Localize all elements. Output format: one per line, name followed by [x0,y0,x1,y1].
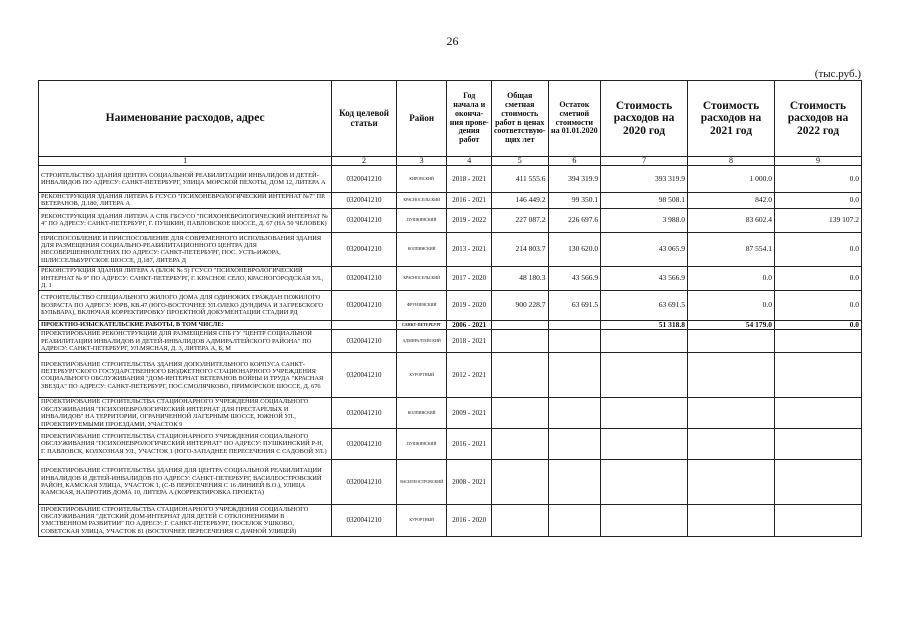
index-cell: 2 [332,157,397,166]
cell-years: 2009 - 2021 [447,398,491,428]
cell-district: КУРОРТНЫЙ [396,504,447,536]
cell-c2020 [601,330,688,353]
cell-c2020: 43 566.9 [601,266,688,290]
cell-remain [548,330,601,353]
cell-code: 0320041210 [332,290,397,320]
cell-name: ПРОЕКТНО-ИЗЫСКАТЕЛЬСКИЕ РАБОТЫ, В ТОМ ЧИСЛЕ: [39,320,332,330]
cell-c2021: 0.0 [688,290,775,320]
cell-district: ФРУНЗЕНСКИЙ [396,290,447,320]
cell-years: 2019 - 2022 [447,208,491,232]
cell-c2022 [774,330,861,353]
cell-c2021: 83 602.4 [688,208,775,232]
table-row [39,504,862,536]
cell-c2022: 0.0 [774,320,861,330]
cell-total: 411 555.6 [491,166,548,193]
cell-name: ПРОЕКТИРОВАНИЕ СТРОИТЕЛЬСТВА СТАЦИОНАРНОГО УЧРЕЖДЕНИЯ СОЦИАЛЬНОГО ОБСЛУЖИВАНИЯ "ПСИХОНЕВРОЛОГИЧЕСКИЙ ИНТЕРНАТ" ПО АДРЕСУ: ПУШКИНСКИЙ Р-Н, Г. ПАВЛОВСК, КОЛХОЗНАЯ УЛ., УЧАСТОК 1 (ЮГО-ЗАПАДНЕЕ ПЕРЕСЕЧЕНИЯ С САДОВОЙ УЛ.) [39,428,332,459]
table-row [39,266,862,290]
cell-years: 2016 - 2021 [447,193,491,209]
col-district-header: Район [396,81,447,157]
cell-c2022 [774,459,861,504]
cell-c2021 [688,398,775,428]
index-cell: 3 [396,157,447,166]
cell-c2020 [601,398,688,428]
cell-code: 0320041210 [332,330,397,353]
cell-c2020: 393 319.9 [601,166,688,193]
table-body [39,157,862,537]
cell-years: 2016 - 2021 [447,428,491,459]
cell-c2022 [774,504,861,536]
cell-total [491,330,548,353]
cell-name: ПРОЕКТИРОВАНИЕ СТРОИТЕЛЬСТВА СТАЦИОНАРНОГО УЧРЕЖДЕНИЯ СОЦИАЛЬНОГО ОБСЛУЖИВАНИЯ "ПСИХОНЕВРОЛОГИЧЕСКИЙ ИНТЕРНАТ ДЛЯ ПРЕСТАРЕЛЫХ И ИНВАЛИДОВ" НА ТЕРРИТОРИИ, ОГРАНИЧЕННОЙ ЛАГЕРНЫМ ШОССЕ, ЮЖНОЙ УЛ., ПРОЕКТИРУЕМЫМИ ПРОЕЗДАМИ, УЧАСТОК 9 [39,398,332,428]
cell-c2021 [688,330,775,353]
cell-remain: 394 319.9 [548,166,601,193]
cell-name: СТРОИТЕЛЬСТВО СПЕЦИАЛЬНОГО ЖИЛОГО ДОМА ДЛЯ ОДИНОКИХ ГРАЖДАН ПОЖИЛОГО ВОЗРАСТА ПО АДРЕСУ: ЮРВ, КВ.47 (ЮГО-ВОСТОЧНЕЕ УЛ.ОЛЕКО ДУНДИЧА И ЗАГРЕБСКОГО БУЛЬВАРА), ВКЛЮЧАЯ КОРРЕКТИРОВКУ ПРОЕКТНОЙ ДОКУМЕНТАЦИИ СТАДИИ РД [39,290,332,320]
cell-name: ПРОЕКТИРОВАНИЕ РЕКОНСТРУКЦИИ ДЛЯ РАЗМЕЩЕНИЯ СПБ ГУ "ЦЕНТР СОЦИАЛЬНОЙ РЕАБИЛИТАЦИИ ИНВАЛИДОВ И ДЕТЕЙ-ИНВАЛИДОВ АДМИРАЛТЕЙСКОГО РАЙОНА" ПО АДРЕСУ: САНКТ-ПЕТЕРБУРГ, УЛ.МЯСНАЯ, Д. 3, ЛИТЕРА А, Б, М [39,330,332,353]
cell-total [491,504,548,536]
subtotal-row [39,320,862,330]
cell-remain: 43 566.9 [548,266,601,290]
cell-c2021: 87 554.1 [688,232,775,266]
cell-code: 0320041210 [332,398,397,428]
cell-district: КИРОВСКИЙ [396,166,447,193]
col-remain-header: Остаток сметной стоимости на 01.01.2020 [548,81,601,157]
cell-name: ПРОЕКТИРОВАНИЕ СТРОИТЕЛЬСТВА СТАЦИОНАРНОГО УЧРЕЖДЕНИЯ СОЦИАЛЬНОГО ОБСЛУЖИВАНИЯ "ДЕТСКИЙ ДОМ-ИНТЕРНАТ ДЛЯ ДЕТЕЙ С ОТКЛОНЕНИЯМИ В УМСТВЕННОМ РАЗВИТИИ" ПО АДРЕСУ: Г. САНКТ-ПЕТЕРБУРГ, ПОСЕЛОК УШКОВО, СОВЕТСКАЯ УЛИЦА, УЧАСТОК 81 (ВОСТОЧНЕЕ ПЕРЕСЕЧЕНИЯ С ДАЧНОЙ УЛИЦЕЙ) [39,504,332,536]
table-row [39,330,862,353]
cell-total [491,398,548,428]
table-row [39,398,862,428]
index-cell: 5 [491,157,548,166]
cell-c2021 [688,459,775,504]
cell-code: 0320041210 [332,232,397,266]
cell-c2020: 98 508.1 [601,193,688,209]
cell-name: ПРОЕКТИРОВАНИЕ СТРОИТЕЛЬСТВА ЗДАНИЯ ДЛЯ ЦЕНТРА СОЦИАЛЬНОЙ РЕАБИЛИТАЦИИ ИНВАЛИДОВ И ДЕТЕЙ-ИНВАЛИДОВ ПО АДРЕСУ: САНКТ-ПЕТЕРБУРГ, ВАСИЛЕОСТРОВСКИЙ РАЙОН, КАМСКАЯ УЛИЦА, УЧАСТОК 1, (С-В ПЕРЕСЕЧЕНИЯ С 16 ЛИНИЕЙ В.О.), УЛИЦА КАМСКАЯ, НАПРОТИВ ДОМА 10, ЛИТЕРА А (КОРРЕКТИРОВКА ПРОЕКТА) [39,459,332,504]
cell-total [491,459,548,504]
cell-remain [548,353,601,398]
cell-code: 0320041210 [332,459,397,504]
table-row [39,208,862,232]
cell-c2020: 43 065.9 [601,232,688,266]
table-row [39,459,862,504]
cell-remain: 226 697.6 [548,208,601,232]
cell-total: 227 087.2 [491,208,548,232]
index-cell: 8 [688,157,775,166]
cell-remain: 63 691.5 [548,290,601,320]
table-row [39,232,862,266]
index-row [39,157,862,166]
cell-code: 0320041210 [332,208,397,232]
cell-code: 0320041210 [332,353,397,398]
cell-years: 2017 - 2020 [447,266,491,290]
cell-remain [548,398,601,428]
table-row [39,290,862,320]
header-row [39,81,862,157]
cell-district: КРАСНОСЕЛЬСКИЙ [396,193,447,209]
cell-district: КОЛПИНСКИЙ [396,398,447,428]
table-row [39,166,862,193]
cell-district: КОЛПИНСКИЙ [396,232,447,266]
col-code-header: Код целевой статьи [332,81,397,157]
cell-years: 2006 - 2021 [447,320,491,330]
cell-c2020: 63 691.5 [601,290,688,320]
cell-c2021: 54 179.0 [688,320,775,330]
index-cell: 1 [39,157,332,166]
cell-c2020 [601,459,688,504]
index-cell: 9 [774,157,861,166]
cell-code: 0320041210 [332,504,397,536]
cell-code: 0320041210 [332,428,397,459]
table-row [39,428,862,459]
cell-name: РЕКОНСТРУКЦИЯ ЗДАНИЯ ЛИТЕРА А (БЛОК № 5) ГСУСО "ПСИХОНЕВРОЛОГИЧЕСКИЙ ИНТЕРНАТ № 9" ПО АДРЕСУ: САНКТ-ПЕТЕРБУРГ, Г. КРАСНОЕ СЕЛО, КРАСНОГОРОДСКАЯ УЛ., Д. 1 [39,266,332,290]
cell-code: 0320041210 [332,166,397,193]
cell-total: 214 803.7 [491,232,548,266]
cell-district: ВАСИЛЕОСТРОВСКИЙ [396,459,447,504]
cell-remain: 130 620.0 [548,232,601,266]
cell-c2022 [774,398,861,428]
cell-c2022: 0.0 [774,166,861,193]
cell-code [332,320,397,330]
cell-c2021: 0.0 [688,266,775,290]
cell-remain [548,428,601,459]
cell-years: 2018 - 2021 [447,166,491,193]
cell-c2022 [774,428,861,459]
cell-remain: 99 350.1 [548,193,601,209]
cell-c2022: 0.0 [774,266,861,290]
cell-remain [548,320,601,330]
cell-name: ПРИСПОСОБЛЕНИЕ И ПРИСПОСОБЛЕНИЕ ДЛЯ СОВРЕМЕННОГО ИСПОЛЬЗОВАНИЯ ЗДАНИЯ ДЛЯ РАЗМЕЩЕНИЯ СОЦИАЛЬНО-РЕАБИЛИТАЦИОННОГО ЦЕНТРА ДЛЯ НЕСОВЕРШЕННОЛЕТНИХ ПО АДРЕСУ: САНКТ-ПЕТЕРБУРГ, ПОС. УСТЬ-ИЖОРА, ШЛИССЕЛЬБУРГСКОЕ ШОССЕ, Д.187, ЛИТЕРА Д [39,232,332,266]
cell-total [491,320,548,330]
cell-c2020 [601,428,688,459]
cell-total [491,428,548,459]
col-2021-header: Стоимость расходов на 2021 год [688,81,775,157]
cell-total [491,353,548,398]
col-years-header: Год начала и оконча-ния прове-дения работ [447,81,491,157]
cell-code: 0320041210 [332,193,397,209]
col-name-header: Наименование расходов, адрес [39,81,332,157]
cell-years: 2016 - 2020 [447,504,491,536]
cell-name: РЕКОНСТРУКЦИЯ ЗДАНИЯ ЛИТЕРА Б ГСУСО "ПСИХОНЕВРОЛОГИЧЕСКИЙ ИНТЕРНАТ №7" ПР. ВЕТЕРАНОВ, Д.180, ЛИТЕРА А [39,193,332,209]
cell-years: 2018 - 2021 [447,330,491,353]
cell-name: ПРОЕКТИРОВАНИЕ СТРОИТЕЛЬСТВА ЗДАНИЯ ДОПОЛНИТЕЛЬНОГО КОРПУСА САНКТ-ПЕТЕРБУРГСКОГО ГОСУДАРСТВЕННОГО БЮДЖЕТНОГО СТАЦИОНАРНОГО УЧРЕЖДЕНИЯ СОЦИАЛЬНОГО ОБСЛУЖИВАНИЯ "ДОМ-ИНТЕРНАТ ВЕТЕРАНОВ ВОЙНЫ И ТРУДА "КРАСНАЯ ЗВЕЗДА" ПО АДРЕСУ: САНКТ-ПЕТЕРБУРГ, ПОС.СМОЛЯЧКОВО, ПРИМОРСКОЕ ШОССЕ, Д. 676 [39,353,332,398]
cell-total: 146 449.2 [491,193,548,209]
cell-c2020 [601,504,688,536]
cell-c2020: 51 318.8 [601,320,688,330]
cell-remain [548,459,601,504]
currency-unit: (тыс.руб.) [814,68,861,80]
cell-name: СТРОИТЕЛЬСТВО ЗДАНИЯ ЦЕНТРА СОЦИАЛЬНОЙ РЕАБИЛИТАЦИИ ИНВАЛИДОВ И ДЕТЕЙ-ИНВАЛИДОВ ПО АДРЕСУ: САНКТ-ПЕТЕРБУРГ, УЛИЦА МОРСКОЙ ПЕХОТЫ, ДОМ 12, ЛИТЕРА А [39,166,332,193]
table-row [39,353,862,398]
index-cell: 7 [601,157,688,166]
cell-c2021 [688,353,775,398]
cell-years: 2019 - 2020 [447,290,491,320]
cell-code: 0320041210 [332,266,397,290]
cell-c2020 [601,353,688,398]
cell-c2022 [774,353,861,398]
cell-c2022: 0.0 [774,193,861,209]
cell-district: ПУШКИНСКИЙ [396,208,447,232]
cell-district: АДМИРАЛТЕЙСКИЙ [396,330,447,353]
col-2020-header: Стоимость расходов на 2020 год [601,81,688,157]
index-cell: 6 [548,157,601,166]
expenses-table [38,80,862,537]
cell-district: ПУШКИНСКИЙ [396,428,447,459]
cell-remain [548,504,601,536]
cell-c2021 [688,428,775,459]
index-cell: 4 [447,157,491,166]
cell-name: РЕКОНСТРУКЦИЯ ЗДАНИЯ ЛИТЕРА А СПБ ГБСУСО "ПСИХОНЕВРОЛОГИЧЕСКИЙ ИНТЕРНАТ № 4" ПО АДРЕСУ: САНКТ-ПЕТЕРБУРГ, Г. ПУШКИН, ПАВЛОВСКОЕ ШОССЕ, Д. 67 (НА 50 ЧЕЛОВЕК) [39,208,332,232]
cell-years: 2012 - 2021 [447,353,491,398]
cell-total: 900 228.7 [491,290,548,320]
col-total-header: Общая сметная стоимость работ в ценах соответствую-щих лет [491,81,548,157]
cell-district: САНКТ-ПЕТЕРБУРГ [396,320,447,330]
page-number: 26 [446,34,459,48]
cell-c2021: 842.0 [688,193,775,209]
cell-c2022: 0.0 [774,290,861,320]
cell-years: 2013 - 2021 [447,232,491,266]
cell-total: 48 180.3 [491,266,548,290]
cell-c2021: 1 000.0 [688,166,775,193]
cell-c2022: 139 107.2 [774,208,861,232]
cell-district: КРАСНОСЕЛЬСКИЙ [396,266,447,290]
cell-years: 2008 - 2021 [447,459,491,504]
cell-c2021 [688,504,775,536]
cell-district: КУРОРТНЫЙ [396,353,447,398]
table-row [39,193,862,209]
cell-c2020: 3 988.0 [601,208,688,232]
col-2022-header: Стоимость расходов на 2022 год [774,81,861,157]
cell-c2022: 0.0 [774,232,861,266]
